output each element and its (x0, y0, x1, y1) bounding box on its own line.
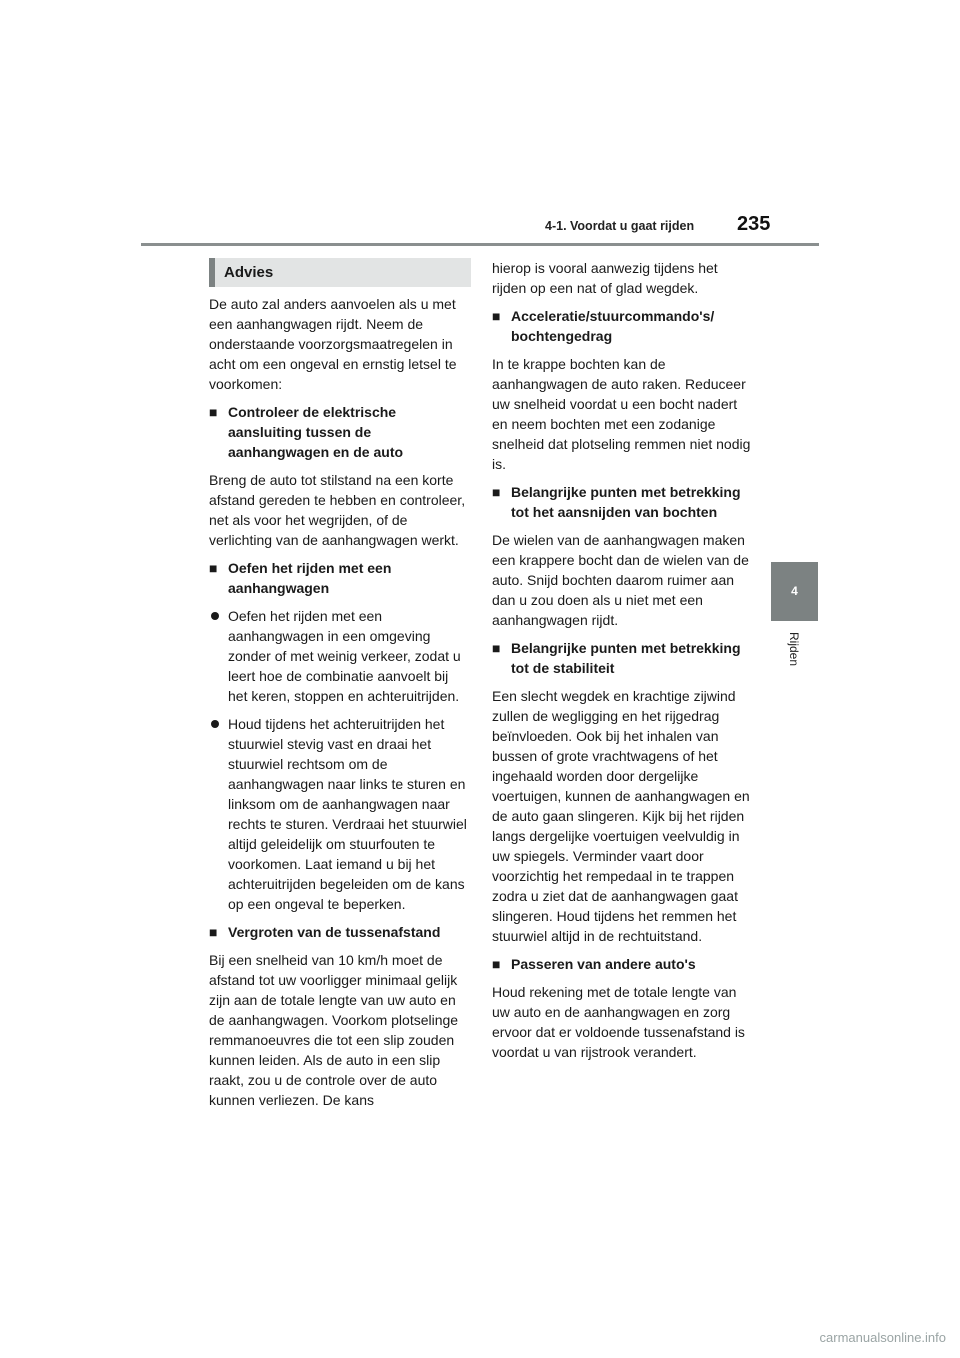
square-bullet-icon: ■ (209, 560, 218, 576)
bullet-item (209, 714, 471, 914)
square-bullet-icon: ■ (209, 924, 218, 940)
bullet-dot-icon (211, 720, 219, 728)
notice-header (209, 258, 471, 287)
subheading-text: Passeren van andere auto's (511, 956, 696, 972)
bullet-item (209, 606, 471, 706)
paragraph: Breng de auto tot stilstand na een korte afstand gereden te hebben en controleer, net als voor het wegrijden, of de verlichting van de aanhangwagen werkt. (209, 472, 466, 548)
square-bullet-icon: ■ (492, 484, 501, 500)
square-bullet-icon: ■ (209, 404, 218, 420)
notice-title: Advies (224, 264, 274, 281)
square-bullet-icon: ■ (492, 640, 501, 656)
bullet-dot-icon (211, 612, 219, 620)
paragraph: De wielen van de aanhangwagen maken een krappere bocht dan de wielen van de auto. Snijd bochten daarom ruimer aan dan u zou doen als u niet met een aanhangwagen rijdt. (492, 532, 749, 628)
header-divider (141, 243, 819, 246)
notice-intro: De auto zal anders aanvoelen als u met een aanhangwagen rijdt. Neem de onderstaande voorzorgsmaatregelen in acht om een ongeval en ernstig letsel te voorkomen: (209, 296, 457, 392)
subheading (492, 638, 754, 678)
subheading-text: Vergroten van de tussenafstand (228, 924, 441, 940)
subheading (209, 558, 471, 598)
subheading (209, 402, 471, 462)
page-number: 235 (737, 213, 771, 235)
square-bullet-icon: ■ (492, 308, 501, 324)
square-bullet-icon: ■ (492, 956, 501, 972)
chapter-tab[interactable] (771, 562, 818, 621)
bullet-text: Houd tijdens het achteruitrijden het stuurwiel stevig vast en draai het stuurwiel rechtsom om de aanhangwagen naar links te sturen en linksom om de aanhangwagen naar rechts te sturen. Verdraai het stuurwiel altijd geleidelijk om stuurfouten te voorkomen. Laat iemand u bij het achteruitrijden begeleiden om de kans op een ongeval te beperken. (228, 716, 467, 912)
left-column (209, 258, 471, 1118)
watermark: carmanualsonline.info (819, 1330, 946, 1345)
subheading (492, 306, 754, 346)
subheading-text: Oefen het rijden met een aanhangwagen (228, 560, 392, 596)
subheading-text: Acceleratie/stuurcommando's/ bochtengedrag (511, 308, 715, 344)
bullet-text: Oefen het rijden met een aanhangwagen in een omgeving zonder of met weinig verkeer, zodat u leert hoe de combinatie aanvoelt bij het keren, stoppen en achteruitrijden. (228, 608, 461, 704)
subheading (492, 482, 754, 522)
subheading (492, 954, 754, 974)
paragraph: Bij een snelheid van 10 km/h moet de afstand tot uw voorligger minimaal gelijk zijn aan de totale lengte van uw auto en de aanhangwagen. Voorkom plotselinge remmanoeuvres die tot een slip zouden kunnen leiden. Als de auto in een slip raakt, zou u de controle over de auto kunnen verliezen. De kans (209, 952, 459, 1108)
subheading-text: Controleer de elektrische aansluiting tussen de aanhangwagen en de auto (228, 404, 404, 460)
right-column (492, 258, 754, 1070)
paragraph: In te krappe bochten kan de aanhangwagen de auto raken. Reduceer uw snelheid voordat u een bocht nadert en neem bochten met een zodanige snelheid dat plotseling remmen niet nodig is. (492, 356, 751, 472)
subheading-text: Belangrijke punten met betrekking tot de stabiliteit (511, 640, 741, 676)
chapter-label-text: Rijden (787, 632, 801, 667)
paragraph: Een slecht wegdek en krachtige zijwind zullen de wegligging en het rijgedrag beïnvloeden. Ook bij het inhalen van bussen of grote vrachtwagens of het ingehaald worden door dergelijke voertuigen, kunnen de aanhangwagen en de auto gaan slingeren. Kijk bij het rijden langs dergelijke voertuigen veelvuldig in uw spiegels. Verminder vaart door voorzichtig het rempedaal in te trappen zodra u ziet dat de aanhangwagen gaat slingeren. Houd tijdens het remmen het stuurwiel altijd in de rechtuitstand. (492, 688, 750, 944)
subheading (209, 922, 471, 942)
chapter-label (781, 632, 809, 692)
paragraph: Houd rekening met de totale lengte van uw auto en de aanhangwagen en zorg ervoor dat er voldoende tussenafstand is voordat u van rijstrook verandert. (492, 984, 745, 1060)
section-title: 4-1. Voordat u gaat rijden (545, 219, 695, 233)
chapter-number: 4 (791, 584, 798, 598)
paragraph-continued: hierop is vooral aanwezig tijdens het rijden op een nat of glad wegdek. (492, 260, 718, 296)
subheading-text: Belangrijke punten met betrekking tot het aansnijden van bochten (511, 484, 741, 520)
